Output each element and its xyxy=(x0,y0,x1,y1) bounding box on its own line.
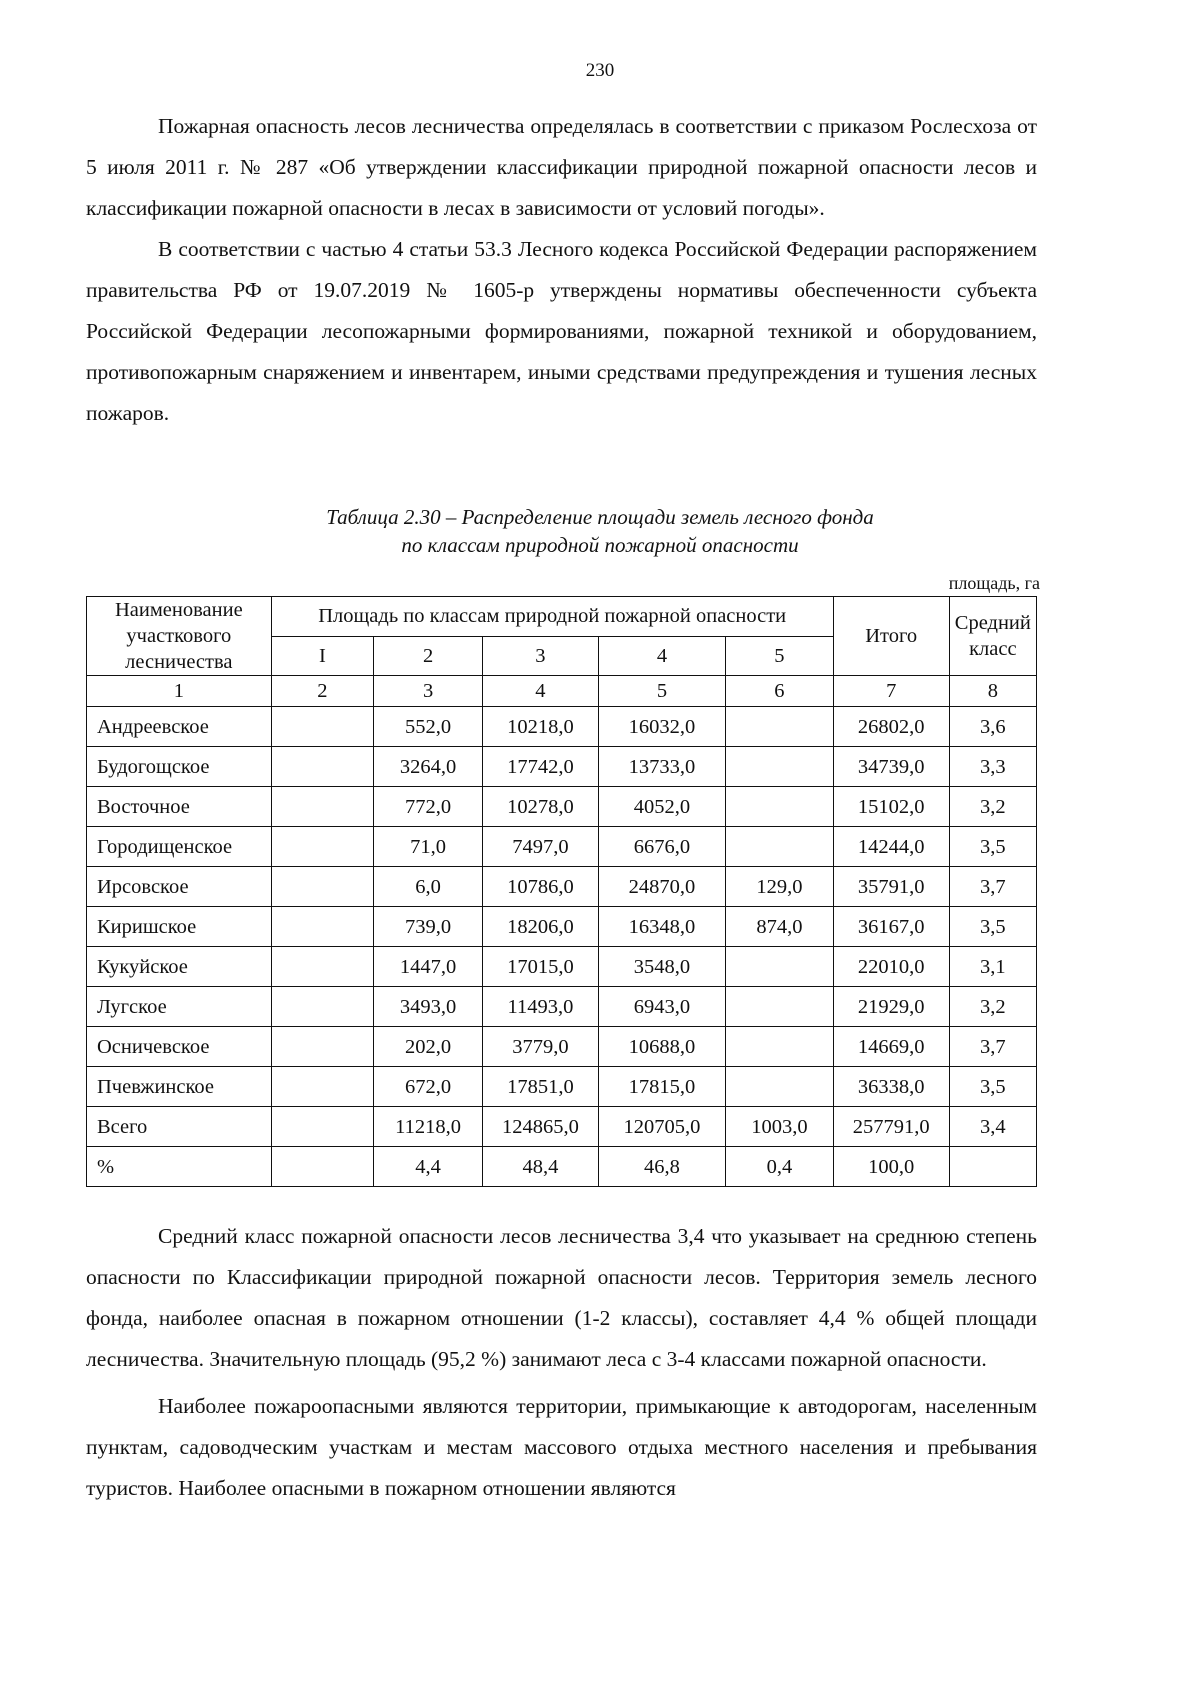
table-cell-c1 xyxy=(271,1027,374,1067)
table-cell-c2: 6,0 xyxy=(374,867,483,907)
table-cell-c2: 739,0 xyxy=(374,907,483,947)
table-row xyxy=(87,867,1037,907)
column-number: 8 xyxy=(949,676,1036,707)
table-cell-name: Осничевское xyxy=(87,1027,272,1067)
table-cell-c3: 18206,0 xyxy=(482,907,598,947)
paragraph: Средний класс пожарной опасности лесов лесничества 3,4 что указывает на среднюю степень опасности по Классификации природной пожарной опасности лесов. Территория земель лесного фонда, наиболее опасная в пожарном отношении (1-2 классы), составляет 4,4 % общей площади лесничества. Значительную площадь (95,2 %) занимают леса с 3-4 классами пожарной опасности. xyxy=(86,1224,1037,1371)
table-cell-c2: 3493,0 xyxy=(374,987,483,1027)
table-row xyxy=(87,787,1037,827)
table-cell-avg: 3,2 xyxy=(949,787,1036,827)
table-cell-total: 21929,0 xyxy=(833,987,949,1027)
table-cell-c1 xyxy=(271,1067,374,1107)
table-cell-c1 xyxy=(271,947,374,987)
table-cell-avg: 3,4 xyxy=(949,1107,1036,1147)
table-cell-c5 xyxy=(726,707,834,747)
table-cell-name: Киришское xyxy=(87,907,272,947)
table-cell-c3: 10218,0 xyxy=(482,707,598,747)
table-cell-c1 xyxy=(271,1107,374,1147)
table-row xyxy=(87,1027,1037,1067)
fire-danger-table xyxy=(86,596,1037,1187)
table-cell-c4: 46,8 xyxy=(598,1147,725,1187)
table-cell-total: 14669,0 xyxy=(833,1027,949,1067)
column-number: 5 xyxy=(598,676,725,707)
table-cell-name: Ирсовское xyxy=(87,867,272,907)
table-cell-c5 xyxy=(726,827,834,867)
header-total: Итого xyxy=(833,597,949,676)
table-cell-c2: 772,0 xyxy=(374,787,483,827)
table-cell-c5: 1003,0 xyxy=(726,1107,834,1147)
table-cell-total: 36338,0 xyxy=(833,1067,949,1107)
table-cell-total: 36167,0 xyxy=(833,907,949,947)
header-class-1: I xyxy=(271,636,374,676)
table-cell-avg: 3,5 xyxy=(949,907,1036,947)
column-number: 3 xyxy=(374,676,483,707)
intro-text xyxy=(86,106,1037,434)
table-cell-c2: 1447,0 xyxy=(374,947,483,987)
table-cell-total: 35791,0 xyxy=(833,867,949,907)
column-number: 7 xyxy=(833,676,949,707)
paragraph: Пожарная опасность лесов лесничества определялась в соответствии с приказом Рослесхоза от 5 июля 2011 г. № 287 «Об утверждении классификации природной пожарной опасности лесов и классификации пожарной опасности в лесах в зависимости от условий погоды». xyxy=(86,114,1037,220)
table-row xyxy=(87,707,1037,747)
table-cell-c3: 7497,0 xyxy=(482,827,598,867)
table-cell-c5 xyxy=(726,787,834,827)
table-cell-total: 14244,0 xyxy=(833,827,949,867)
table-cell-c3: 11493,0 xyxy=(482,987,598,1027)
page-number: 230 xyxy=(585,60,615,81)
table-cell-name: Кукуйское xyxy=(87,947,272,987)
table-cell-c1 xyxy=(271,907,374,947)
table-cell-name: Всего xyxy=(87,1107,272,1147)
table-cell-avg: 3,3 xyxy=(949,747,1036,787)
table-cell-c4: 13733,0 xyxy=(598,747,725,787)
table-cell-c4: 120705,0 xyxy=(598,1107,725,1147)
table-cell-c4: 6943,0 xyxy=(598,987,725,1027)
table-cell-total: 26802,0 xyxy=(833,707,949,747)
table-cell-c2: 3264,0 xyxy=(374,747,483,787)
table-cell-c1 xyxy=(271,787,374,827)
table-cell-c3: 48,4 xyxy=(482,1147,598,1187)
table-row xyxy=(87,947,1037,987)
table-cell-c2: 672,0 xyxy=(374,1067,483,1107)
table-cell-c3: 17015,0 xyxy=(482,947,598,987)
table-row xyxy=(87,987,1037,1027)
header-class-3: 3 xyxy=(482,636,598,676)
header-avg-class: Средний класс xyxy=(949,597,1036,676)
table-caption-line-1: Таблица 2.30 – Распределение площади земель лесного фонда xyxy=(326,505,874,529)
paragraph: В соответствии с частью 4 статьи 53.3 Лесного кодекса Российской Федерации распоряжением правительства РФ от 19.07.2019 № 1605-р утверждены нормативы обеспеченности субъекта Российской Федерации лесопожарными формированиями, пожарной техникой и оборудованием, противопожарным снаряжением и инвентарем, иными средствами предупреждения и тушения лесных пожаров. xyxy=(86,237,1037,425)
table-cell-c5: 129,0 xyxy=(726,867,834,907)
header-class-2: 2 xyxy=(374,636,483,676)
table-row xyxy=(87,1147,1037,1187)
column-number: 1 xyxy=(87,676,272,707)
column-number: 2 xyxy=(271,676,374,707)
table-cell-avg xyxy=(949,1147,1036,1187)
table-cell-total: 257791,0 xyxy=(833,1107,949,1147)
table-cell-c1 xyxy=(271,987,374,1027)
table-cell-c3: 17851,0 xyxy=(482,1067,598,1107)
table-cell-c3: 10278,0 xyxy=(482,787,598,827)
table-cell-c5 xyxy=(726,987,834,1027)
table-cell-c4: 4052,0 xyxy=(598,787,725,827)
header-class-5: 5 xyxy=(726,636,834,676)
table-units: площадь, га xyxy=(948,573,1040,593)
table-cell-avg: 3,7 xyxy=(949,867,1036,907)
table-cell-total: 22010,0 xyxy=(833,947,949,987)
table-cell-c2: 202,0 xyxy=(374,1027,483,1067)
table-cell-avg: 3,6 xyxy=(949,707,1036,747)
table-cell-c3: 10786,0 xyxy=(482,867,598,907)
after-text xyxy=(86,1216,1037,1509)
table-cell-c4: 16348,0 xyxy=(598,907,725,947)
table-cell-c4: 16032,0 xyxy=(598,707,725,747)
table-cell-name: Будогощское xyxy=(87,747,272,787)
table-cell-name: Андреевское xyxy=(87,707,272,747)
table-cell-c5 xyxy=(726,747,834,787)
table-cell-c4: 6676,0 xyxy=(598,827,725,867)
table-cell-avg: 3,1 xyxy=(949,947,1036,987)
table-cell-avg: 3,7 xyxy=(949,1027,1036,1067)
table-cell-name: Восточное xyxy=(87,787,272,827)
table-cell-c4: 10688,0 xyxy=(598,1027,725,1067)
table-cell-c1 xyxy=(271,707,374,747)
table-cell-c3: 17742,0 xyxy=(482,747,598,787)
table-cell-c1 xyxy=(271,747,374,787)
table-cell-c1 xyxy=(271,867,374,907)
table-cell-c3: 3779,0 xyxy=(482,1027,598,1067)
table-cell-c1 xyxy=(271,827,374,867)
table-cell-avg: 3,5 xyxy=(949,1067,1036,1107)
header-name: Наименование участкового лесничества xyxy=(87,597,272,676)
table-cell-c4: 3548,0 xyxy=(598,947,725,987)
table-cell-total: 100,0 xyxy=(833,1147,949,1187)
table-row xyxy=(87,747,1037,787)
table-cell-c1 xyxy=(271,1147,374,1187)
table-cell-c5 xyxy=(726,947,834,987)
table-cell-total: 15102,0 xyxy=(833,787,949,827)
table-cell-total: 34739,0 xyxy=(833,747,949,787)
table-cell-c5: 874,0 xyxy=(726,907,834,947)
header-classes-group: Площадь по классам природной пожарной опасности xyxy=(271,597,833,637)
header-class-4: 4 xyxy=(598,636,725,676)
table-cell-avg: 3,5 xyxy=(949,827,1036,867)
table-caption-line-2: по классам природной пожарной опасности xyxy=(401,533,799,557)
table-cell-c2: 4,4 xyxy=(374,1147,483,1187)
table-cell-c5 xyxy=(726,1027,834,1067)
table-cell-c2: 552,0 xyxy=(374,707,483,747)
table-cell-c3: 124865,0 xyxy=(482,1107,598,1147)
table-cell-avg: 3,2 xyxy=(949,987,1036,1027)
column-number: 6 xyxy=(726,676,834,707)
table-cell-name: Пчевжинское xyxy=(87,1067,272,1107)
table-cell-c2: 71,0 xyxy=(374,827,483,867)
table-cell-name: Городищенское xyxy=(87,827,272,867)
table-cell-c5: 0,4 xyxy=(726,1147,834,1187)
table-cell-name: % xyxy=(87,1147,272,1187)
table-cell-c4: 17815,0 xyxy=(598,1067,725,1107)
table-cell-c2: 11218,0 xyxy=(374,1107,483,1147)
table-caption xyxy=(0,503,1200,559)
table-row xyxy=(87,907,1037,947)
table-cell-name: Лугское xyxy=(87,987,272,1027)
paragraph: Наиболее пожароопасными являются территории, примыкающие к автодорогам, населенным пунктам, садоводческим участкам и местам массового отдыха местного населения и пребывания туристов. Наиболее опасными в пожарном отношении являются xyxy=(86,1394,1037,1500)
table-row xyxy=(87,827,1037,867)
table-row xyxy=(87,1067,1037,1107)
table-row xyxy=(87,1107,1037,1147)
table-cell-c4: 24870,0 xyxy=(598,867,725,907)
column-number: 4 xyxy=(482,676,598,707)
table-cell-c5 xyxy=(726,1067,834,1107)
